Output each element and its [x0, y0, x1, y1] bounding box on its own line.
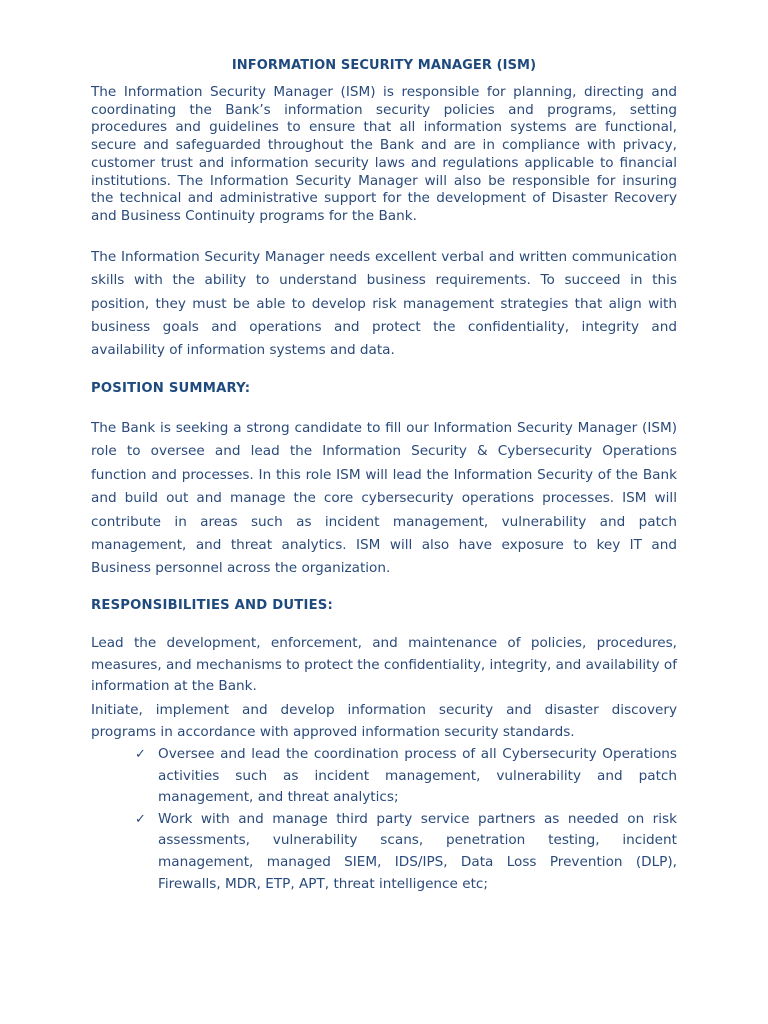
responsibilities-heading: RESPONSIBILITIES AND DUTIES:	[91, 598, 333, 613]
responsibility-paragraph: Initiate, implement and develop information security and disaster discovery programs in accordance with approved information security standards.	[91, 702, 677, 740]
document-title: INFORMATION SECURITY MANAGER (ISM)	[231, 58, 537, 73]
position-summary-paragraph: The Bank is seeking a strong candidate to fill our Information Security Manager (ISM) role to oversee and lead the Information Security & Cybersecurity Operations function and processes. In this role ISM will lead the Information Security of the Bank and build out and manage the core cybersecurity operations processes. ISM will contribute in areas such as incident management, vulnerability and patch management, and threat analytics. ISM will also have exposure to key IT and Business personnel across the organization.	[91, 420, 677, 577]
responsibilities-bullet-list	[91, 744, 677, 895]
list-item	[91, 809, 677, 895]
skills-paragraph: The Information Security Manager needs excellent verbal and written communication skills with the ability to understand business requirements. To succeed in this position, they must be able to develop risk management strategies that align with business goals and operations and protect the confidentiality, integrity and availability of information systems and data.	[91, 249, 677, 359]
checkmark-icon: ✓	[135, 811, 146, 827]
list-item	[91, 744, 677, 809]
checkmark-icon: ✓	[135, 747, 146, 762]
intro-paragraph: The Information Security Manager (ISM) is responsible for planning, directing and coordinating the Bank’s information security policies and programs, setting procedures and guidelines to ensure that all information systems are functional, secure and safeguarded throughout the Bank and are in compliance with privacy, customer trust and information security laws and regulations applicable to financial institutions. The Information Security Manager will also be responsible for insuring the technical and administrative support for the development of Disaster Recovery and Business Continuity programs for the Bank.	[91, 84, 677, 224]
bullet-text: Oversee and lead the coordination process of all Cybersecurity Operations activities such as incident management, vulnerability and patch management, and threat analytics;	[158, 746, 677, 806]
responsibility-paragraph: Lead the development, enforcement, and maintenance of policies, procedures, measures, and mechanisms to protect the confidentiality, integrity, and availability of information at the Bank.	[91, 635, 677, 695]
position-summary-heading: POSITION SUMMARY:	[91, 381, 251, 396]
bullet-text: Work with and manage third party service partners as needed on risk assessments, vulnerability scans, penetration testing, incident management, managed SIEM, IDS/IPS, Data Loss Prevention (DLP), Firewalls, MDR, ETP, APT, threat intelligence etc;	[158, 810, 677, 892]
